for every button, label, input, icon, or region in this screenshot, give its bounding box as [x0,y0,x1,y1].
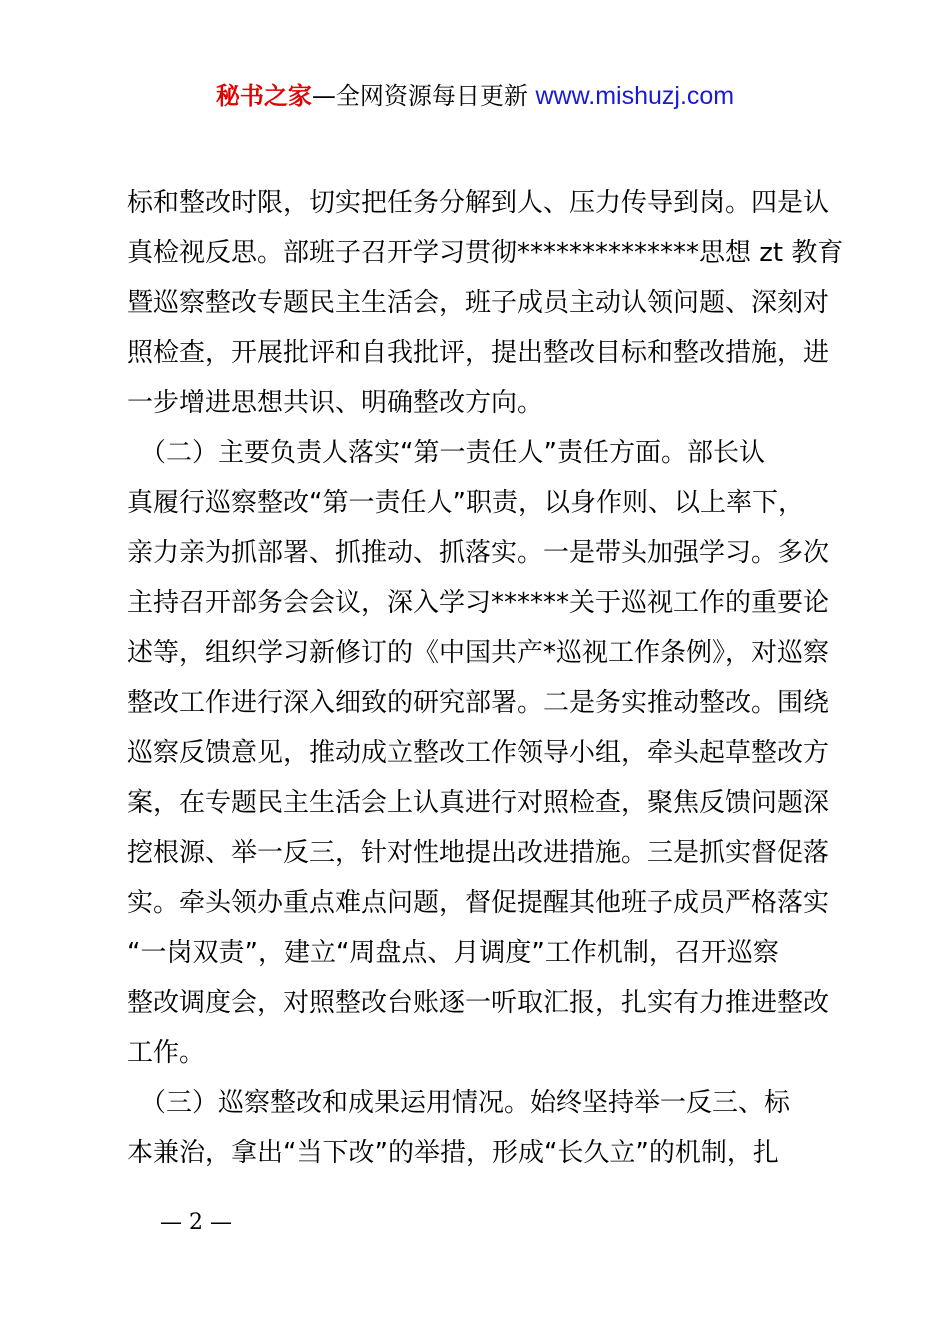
site-url-link[interactable]: www.mishuzj.com [535,82,735,110]
page-number: — 2 — [160,1210,232,1235]
text-line: 工作。 [127,1038,206,1068]
text-line: “一岗双责”，建立“周盘点、月调度”工作机制，召开巡察 [127,938,779,968]
site-tagline: —全网资源每日更新 [311,82,536,110]
text-line: 案，在专题民主生活会上认真进行对照检查，聚焦反馈问题深 [127,788,830,818]
text-line: 一步增进思想共识、明确整改方向。 [127,388,544,418]
text-line: 实。牵头领办重点难点问题，督促提醒其他班子成员严格落实 [127,888,830,918]
text-line: 真检视反思。部班子召开学习贯彻**************思想 zt 教育 [127,238,844,268]
text-line: 巡察反馈意见，推动成立整改工作领导小组，牵头起草整改方 [127,738,830,768]
text-line: （二）主要负责人落实“第一责任人”责任方面。部长认 [127,438,765,468]
text-line: 挖根源、举一反三，针对性地提出改进措施。三是抓实督促落 [127,838,830,868]
site-brand: 秘书之家 [215,82,312,110]
text-line: 真履行巡察整改“第一责任人”职责，以身作则、以上率下， [127,488,804,518]
text-line: 照检查，开展批评和自我批评，提出整改目标和整改措施，进 [127,338,830,368]
text-line: （三）巡察整改和成果运用情况。始终坚持举一反三、标 [127,1088,791,1118]
text-line: 标和整改时限，切实把任务分解到人、压力传导到岗。四是认 [127,188,830,218]
text-line: 亲力亲为抓部署、抓推动、抓落实。一是带头加强学习。多次 [127,538,830,568]
text-line: 整改工作进行深入细致的研究部署。二是务实推动整改。围绕 [127,688,830,718]
site-header [0,80,950,112]
text-line: 述等，组织学习新修订的《中国共产*巡视工作条例》，对巡察 [127,638,830,668]
text-line: 主持召开部务会会议，深入学习******关于巡视工作的重要论 [127,588,830,618]
text-line: 本兼治，拿出“当下改”的举措，形成“长久立”的机制，扎 [127,1138,779,1168]
document-body [127,178,844,1178]
text-line: 整改调度会，对照整改台账逐一听取汇报，扎实有力推进整改 [127,988,830,1018]
text-line: 暨巡察整改专题民主生活会，班子成员主动认领问题、深刻对 [127,288,830,318]
